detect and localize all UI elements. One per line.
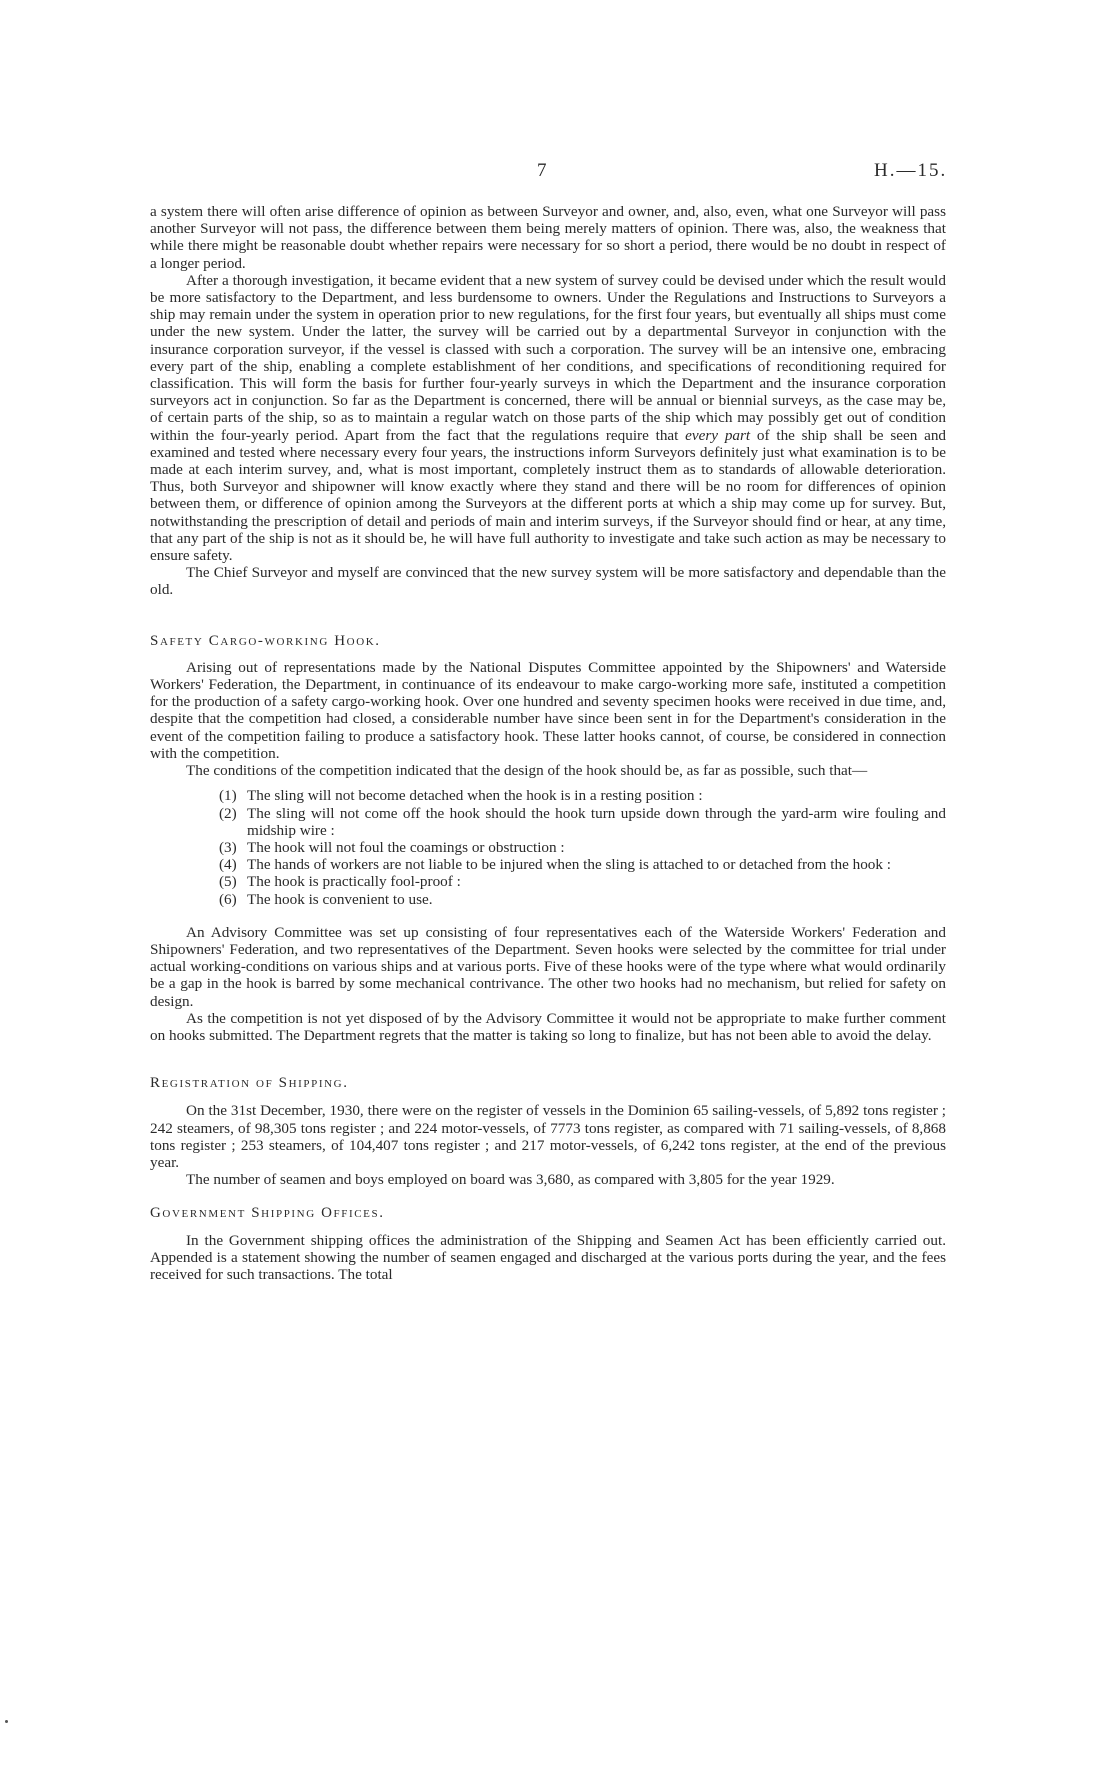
list-item	[150, 873, 946, 890]
paragraph-register: On the 31st December, 1930, there were on the register of vessels in the Dominion 65 sailing-vessels, of 5,892 tons register ; 242 steamers, of 98,305 tons register ; and 224 motor-vessels, of 7773 tons register, as compared with 71 sailing-vessels, of 8,868 tons register ; 253 steamers, of 104,407 tons register ; and 217 motor-vessels, of 6,242 tons register, at the end of the previous year.	[150, 1102, 946, 1171]
page-body	[150, 203, 946, 1283]
paragraph-intro: a system there will often arise difference of opinion as between Surveyor and owner, and, also, even, what one Surveyor will pass another Surveyor will not pass, the difference between them being merely matters of opinion. There was, also, the weakness that while there might be reasonable doubt whether repairs were necessary for so short a period, there would be no doubt in respect of a longer period.	[150, 203, 946, 272]
paragraph-investigation	[150, 272, 946, 564]
list-item-number: (5)	[219, 873, 237, 891]
list-item-text: The hook will not foul the coamings or obstruction :	[247, 838, 565, 856]
section-heading-cargo-hook: Safety Cargo-working Hook.	[150, 632, 381, 649]
section-heading-registration: Registration of Shipping.	[150, 1075, 349, 1092]
list-item-text: The sling will not become detached when the hook is in a resting position :	[247, 787, 703, 805]
list-item-number: (4)	[219, 856, 237, 874]
list-item-number: (3)	[219, 838, 237, 856]
paragraph-competition-status: As the competition is not yet disposed of by the Advisory Committee it would not be appropriate to make further comment on hooks submitted. The Department regrets that the matter is taking so long to finalize, but has not been able to avoid the delay.	[150, 1009, 946, 1044]
paragraph-chief-surveyor: The Chief Surveyor and myself are convinced that the new survey system will be more satisfactory and dependable than the old.	[150, 564, 946, 599]
document-reference: H.—15.	[874, 160, 948, 181]
list-item	[150, 839, 946, 856]
paragraph-offices: In the Government shipping offices the administration of the Shipping and Seamen Act has been efficiently carried out. Appended is a statement showing the number of seamen engaged and discharged at the various ports during the year, and the fees received for such transactions. The total	[150, 1231, 946, 1283]
list-item-text: The hook is practically fool-proof :	[247, 873, 461, 891]
margin-mark	[5, 1720, 8, 1723]
conditions-list	[150, 787, 946, 907]
section-heading-government-offices: Government Shipping Offices.	[150, 1205, 385, 1222]
list-item	[150, 787, 946, 804]
list-item-text: The hands of workers are not liable to be injured when the sling is attached to or detached from the hook :	[247, 856, 892, 874]
list-item-text: The sling will not come off the hook should the hook turn upside down through the yard-arm wire fouling and midship wire :	[247, 804, 946, 839]
investigation-emphasis: every part	[685, 426, 751, 444]
investigation-text-part1: After a thorough investigation, it became evident that a new system of survey could be devised under which the result would be more satisfactory to the Department, and less burdensome to owners. Under the Regulations and Instructions to Surveyors a ship may remain under the system in operation prior to new regulations, for the first four years, but eventually all ships must come under the new system. Under the latter, the survey will be carried out by a departmental Surveyor in conjunction with the insurance corporation surveyor, if the vessel is classed with such a corporation. The survey will be an intensive one, embracing every part of the ship, enabling a complete establishment of her conditions, and specifications of reconditioning required for classification. This will form the basis for further four-yearly surveys in which the Department and the insurance corporation surveyors act in conjunction. So far as the Department is concerned, there will be annual or biennial surveys, as the case may be, of certain parts of the ship, so as to maintain a regular watch on those parts of the ship which may possibly get out of condition within the four-yearly period. Apart from the fact that the regulations require that	[150, 271, 946, 444]
paragraph-seamen: The number of seamen and boys employed on board was 3,680, as compared with 3,805 for the year 1929.	[186, 1171, 835, 1189]
paragraph-conditions: The conditions of the competition indicated that the design of the hook should be, as far as possible, such that—	[186, 762, 868, 780]
list-item-text: The hook is convenient to use.	[247, 890, 433, 908]
page-header	[0, 160, 1114, 184]
list-item	[150, 805, 946, 839]
paragraph-advisory-committee: An Advisory Committee was set up consisting of four representatives each of the Waterside Workers' Federation and Shipowners' Federation, and two representatives of the Department. Seven hooks were selected by the committee for trial under actual working-conditions on various ships and at various ports. Five of these hooks were of the type where what would ordinarily be a gap in the hook is barred by some mechanical contrivance. The other two hooks had no mechanism, but relied for safety on design.	[150, 923, 946, 1010]
list-item-number: (2)	[219, 804, 237, 822]
list-item	[150, 856, 946, 873]
list-item-number: (6)	[219, 890, 237, 908]
investigation-text-part2: of the ship shall be seen and examined and tested where necessary every four years, the instructions inform Surveyors definitely just what examination is to be made at each interim survey, and, what is most important, completely instruct them as to standards of allowable deterioration. Thus, both Surveyor and shipowner will know exactly where they stand and there will be no room for differences of opinion between them, or difference of opinion among the Surveyors at the different ports at which a ship may come up for survey. But, notwithstanding the prescription of detail and periods of main and interim surveys, if the Surveyor should find or hear, at any time, that any part of the ship is not as it should be, he will have full authority to investigate and take such action as may be necessary to ensure safety.	[150, 426, 947, 565]
paragraph-arising: Arising out of representations made by the National Disputes Committee appointed by the Shipowners' and Waterside Workers' Federation, the Department, in continuance of its endeavour to make cargo-working more safe, instituted a competition for the production of a safety cargo-working hook. Over one hundred and seventy specimen hooks were received in due time, and, despite that the competition had closed, a considerable number have since been sent in for the Department's consideration in the event of the competition failing to produce a satisfactory hook. These latter hooks cannot, of course, be considered in connection with the competition.	[150, 658, 946, 762]
list-item	[150, 891, 946, 908]
list-item-number: (1)	[219, 787, 237, 805]
page-number: 7	[537, 160, 548, 181]
